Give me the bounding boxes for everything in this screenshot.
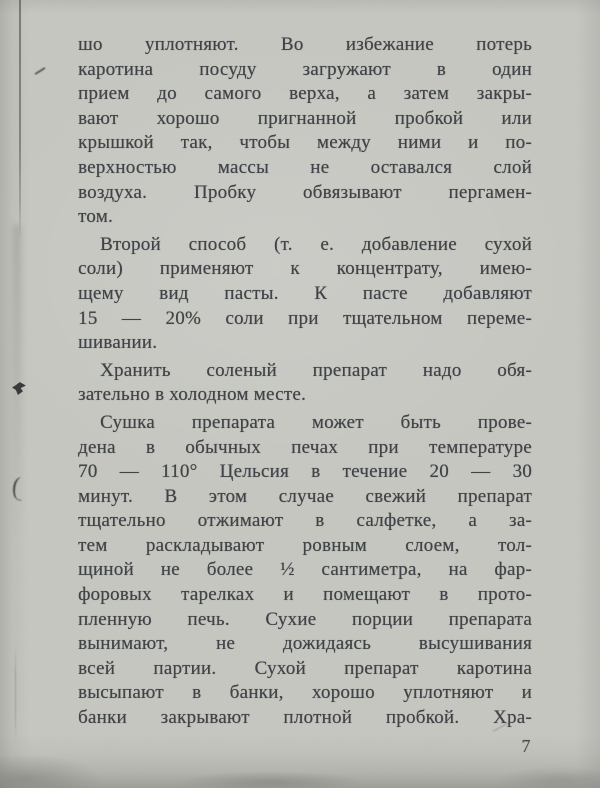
text-line: высыпают в банки, хорошо уплотняют и — [78, 682, 532, 704]
text-line: шивании. — [78, 332, 158, 354]
text-line: Хранить соленый препарат надо обя- — [100, 359, 532, 381]
text-line: верхностью массы не оставался слой — [78, 156, 532, 178]
text-line: Сушка препарата может быть прове- — [100, 411, 532, 433]
text-line: Второй способ (т. е. добавление сухой — [100, 233, 532, 255]
ink-mark-tick — [34, 67, 45, 75]
text-line: 15 — 20% соли при тщательном переме- — [78, 307, 532, 329]
text-line: тщательно отжимают в салфетке, а за- — [78, 510, 532, 532]
binding-fold-line-bottom — [15, 645, 16, 740]
text-line: шо уплотняют. Во избежание потерь — [78, 34, 532, 55]
text-line: банки закрывают плотной пробкой. Хра- — [78, 707, 532, 729]
text-line: воздуха. Пробку обвязывают пергамен- — [78, 181, 532, 203]
text-line: минут. В этом случае свежий препарат — [78, 485, 532, 507]
paragraph — [78, 359, 532, 408]
binding-fold-line-top — [19, 0, 21, 240]
page-text — [78, 33, 532, 731]
text-line: всей партии. Сухой препарат каротина — [78, 657, 532, 679]
text-line: форовых тарелках и помещают в прото- — [78, 584, 532, 606]
text-line: дена в обычных печах при температуре — [78, 436, 532, 458]
text-line: том. — [78, 206, 113, 228]
text-line: крышкой так, чтобы между ними и по- — [78, 132, 532, 154]
text-line: соли) применяют к концентрату, имею- — [78, 258, 532, 280]
paragraph — [78, 33, 532, 230]
text-line: тем раскладывают ровным слоем, тол- — [78, 534, 532, 556]
text-line: вынимают, не дожидаясь высушивания — [78, 633, 532, 655]
page-number: 7 — [521, 736, 531, 756]
text-line: пленную печь. Сухие порции препарата — [78, 608, 532, 630]
text-line: каротина посуду загружают в один — [78, 58, 532, 80]
text-line: 70 — 110° Цельсия в течение 20 — 30 — [78, 461, 532, 483]
text-line: зательно в холодном месте. — [78, 384, 307, 406]
text-line: прием до самого верха, а затем закры- — [78, 83, 532, 105]
text-line: щему вид пасты. К пасте добавляют — [78, 282, 532, 304]
paragraph — [78, 411, 532, 731]
text-line: щиной не более ½ сантиметра, на фар- — [78, 559, 532, 581]
text-line: вают хорошо пригнанной пробкой или — [78, 107, 532, 129]
paragraph — [78, 233, 532, 356]
